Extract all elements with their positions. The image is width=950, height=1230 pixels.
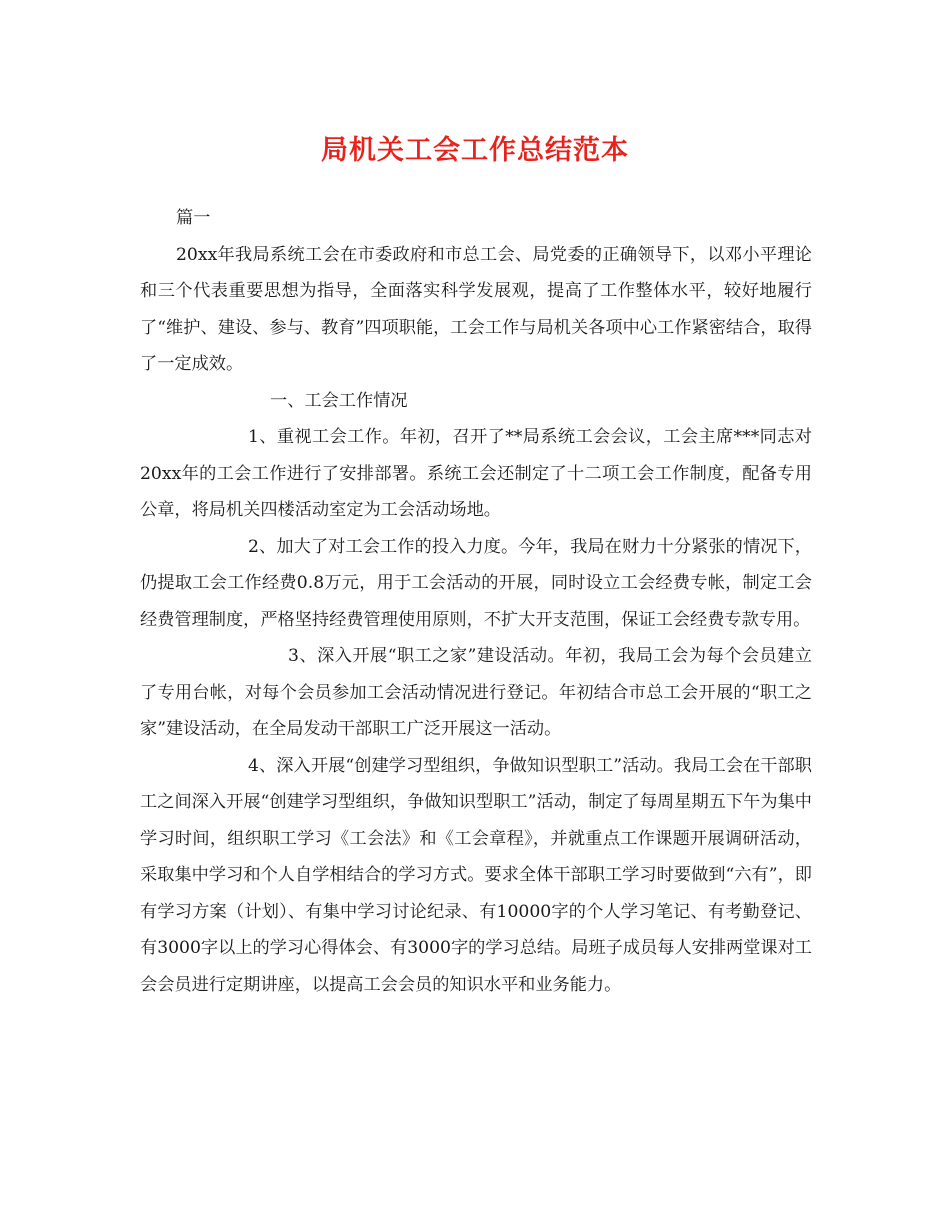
part-label: 篇一 (176, 208, 211, 228)
item-paragraph-3: 3、深入开展“职工之家”建设活动。年初，我局工会为每个会员建立了专用台帐，对每个会员参加工会活动情况进行登记。年初结合市总工会开展的“职工之家”建设活动，在全局发动干部职工广泛开展这一活动。 (140, 646, 812, 739)
document-body (140, 200, 812, 1003)
item-paragraph-1: 1、重视工会工作。年初，召开了**局系统工会会议，工会主席***同志对20xx年的工会工作进行了安排部署。系统工会还制定了十二项工会工作制度，配备专用公章，将局机关四楼活动室定为工会活动场地。 (140, 427, 812, 520)
document-title: 局机关工会工作总结范本 (321, 135, 629, 166)
intro-paragraph: 20xx年我局系统工会在市委政府和市总工会、局党委的正确领导下，以邓小平理论和三个代表重要思想为指导，全面落实科学发展观，提高了工作整体水平，较好地履行了“维护、建设、参与、教育”四项职能，工会工作与局机关各项中心工作紧密结合，取得了一定成效。 (140, 244, 812, 374)
section-heading: 一、工会工作情况 (270, 390, 408, 411)
item-paragraph-2: 2、加大了对工会工作的投入力度。今年，我局在财力十分紧张的情况下，仍提取工会工作经费0.8万元，用于工会活动的开展，同时设立工会经费专帐，制定工会经费管理制度，严格坚持经费管理使用原则，不扩大开支范围，保证工会经费专款专用。 (140, 536, 812, 630)
item-paragraph-4: 4、深入开展“创建学习型组织，争做知识型职工”活动。我局工会在干部职工之间深入开展“创建学习型组织，争做知识型职工”活动，制定了每周星期五下午为集中学习时间，组织职工学习《工会法》和《工会章程》，并就重点工作课题开展调研活动，采取集中学习和个人自学相结合的学习方式。要求全体干部职工学习时要做到“六有”，即有学习方案（计划）、有集中学习讨论纪录、有10000字的个人学习笔记、有考勤登记、有3000字以上的学习心得体会、有3000字的学习总结。局班子成员每人安排两堂课对工会会员进行定期讲座，以提高工会会员的知识水平和业务能力。 (140, 755, 812, 995)
